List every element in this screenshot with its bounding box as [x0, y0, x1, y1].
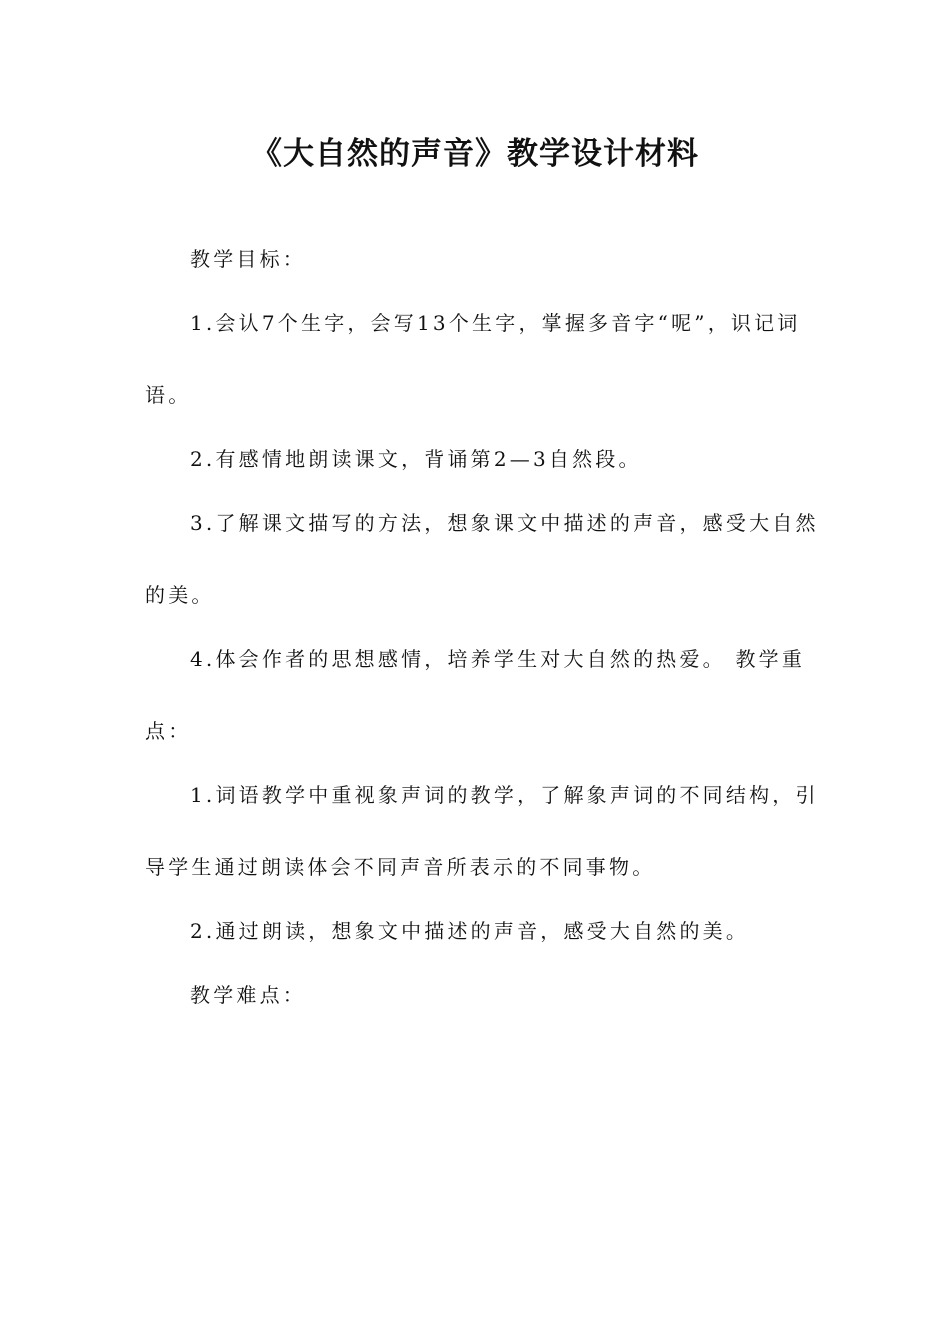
section-heading-difficulties: 教学难点：: [190, 983, 306, 1007]
paragraph-line: 2.通过朗读，想象文中描述的声音，感受大自然的美。: [190, 919, 750, 943]
paragraph-line: 1.会认7个生字，会写13个生字，掌握多音字“呢”，识记词: [190, 311, 801, 335]
document-title: 《大自然的声音》教学设计材料: [251, 136, 699, 172]
paragraph-line: 1.词语教学中重视象声词的教学，了解象声词的不同结构，引: [190, 783, 819, 807]
paragraph-line: 导学生通过朗读体会不同声音所表示的不同事物。: [145, 855, 656, 879]
paragraph-line: 3.了解课文描写的方法，想象课文中描述的声音，感受大自然: [190, 511, 819, 535]
paragraph-line: 的美。: [145, 583, 215, 607]
paragraph-line: 4.体会作者的思想感情，培养学生对大自然的热爱。 教学重: [190, 647, 806, 671]
section-heading-objectives: 教学目标：: [190, 247, 306, 271]
paragraph-line: 2.有感情地朗读课文，背诵第2—3自然段。: [190, 447, 642, 471]
paragraph-line: 语。: [145, 383, 192, 407]
paragraph-line: 点：: [145, 719, 192, 743]
